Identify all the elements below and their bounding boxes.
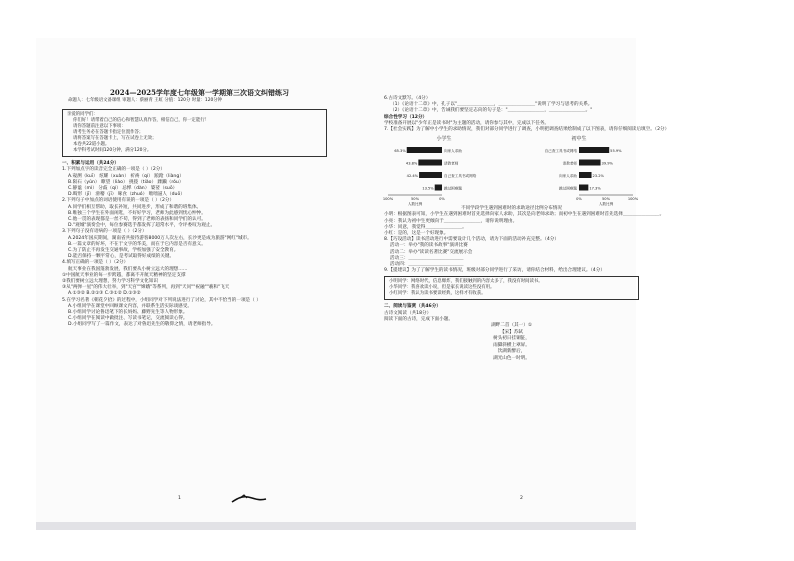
- bar: [579, 160, 601, 166]
- category-label: 请教老师: [444, 161, 459, 166]
- question-line: 6.古诗文默写。（4分）: [384, 96, 431, 101]
- category-label: 跳过困难题: [444, 186, 462, 191]
- chart-junior-svg: [519, 143, 639, 205]
- dialogue-line: 小亮：我认为初中生更倾向于＿＿＿＿＿＿＿＿，请你说明理由。: [384, 218, 518, 224]
- chart-title: 初中生: [571, 136, 587, 143]
- poem-author: 【宋】苏轼: [500, 329, 523, 335]
- bar: [579, 172, 592, 178]
- option-line: C.他一贯的表现都是一丝不苟，得到了老师的表扬和同学们的认可。: [68, 217, 206, 223]
- dialogue-line: 小红：是的，这是一个好现象。: [384, 231, 449, 237]
- option-line: C.小组同学在阅读中做批注、写读书笔记，交流阅读心得。: [68, 316, 188, 322]
- question-line: 1.下列加点字的读音完全正确的一项是（ ）（2分）: [62, 167, 165, 173]
- option-line: B.小组同学讨论鲁迅笔下的长妈妈、藤野先生等人物形象。: [68, 310, 188, 316]
- x-axis-label: 人数比例: [598, 202, 614, 207]
- notice-line: 请考生务必在答题卡指定位置作答；: [73, 130, 144, 136]
- activity-line: 活动四：＿＿＿＿＿＿＿＿＿＿＿＿: [390, 262, 464, 268]
- notice-line: 请将答案写在答题卡上，写在试卷上无效；: [73, 136, 157, 142]
- chart-junior: [519, 136, 639, 207]
- bar-value-label: 39.9%: [601, 161, 613, 166]
- interview-line: 小明同学：网络时代，信息爆炸，我们接触到的内容太多了，我没有时间读书。: [389, 279, 543, 285]
- question-line: （1）《论语十二章》中，孔子以"＿＿＿＿＿＿＿＿，＿＿＿＿＿＿＿＿"说明了学习与思考的关系。: [390, 102, 593, 108]
- section-heading: 一、积累与运用（共24分）: [62, 161, 119, 167]
- category-label: 自己查工具书或网络: [544, 149, 577, 154]
- notice-box: [62, 109, 327, 157]
- poem-title: 湖畔二首（其一）①: [491, 323, 532, 329]
- notice-line: 请你答题前注意以下事项：: [73, 124, 126, 130]
- bar: [579, 185, 588, 191]
- section-heading: 综合性学习（12分）: [384, 114, 428, 120]
- x-tick-label: 100%: [382, 197, 394, 202]
- bar-value-label: 55.9%: [610, 149, 622, 154]
- passage-line: ②我们要树立远大理想，努力学习科学文化知识: [62, 279, 158, 285]
- category-label: 自己查工具书或网络: [444, 174, 477, 179]
- option-line: B.一篇文章的好坏，不在于文字的华美，而在于它内容是否有意义。: [68, 241, 206, 247]
- category-label: 跳过困难题: [559, 186, 577, 191]
- section-heading: 二、阅读与鉴赏（共46分）: [384, 304, 441, 310]
- dialogue-line: 小明：根据图表可知，小学生在遇到困难时首先选择向家人求助，其次是向老师求助；而初中生在遇到困难时首先选择＿＿＿＿＿＿＿＿。: [384, 212, 665, 218]
- option-line: B.陨石（yǔn） 瞭望（liào） 挑拨（tiǎo） 蹂躏（róu）: [68, 179, 184, 185]
- bar-value-label: 17.3%: [589, 186, 601, 191]
- poem-line: 饮湖新醉后，: [497, 349, 526, 355]
- option-line: D."观城"演奏会中，每位参赛选手都发挥了超常水平，令评委叹为观止。: [68, 223, 216, 229]
- notice-line: 本卷共22道小题。: [73, 142, 110, 148]
- bar: [418, 160, 442, 166]
- activity-line: 活动三：＿＿＿＿＿＿＿＿＿＿＿＿: [390, 255, 464, 261]
- exam-title: 2024—2025学年度七年级第一学期第三次语文纠错练习: [110, 88, 289, 97]
- option-line: D.畸形（jī） 滑稽（jī） 啄食（zhuó） 咄咄逼人（duō）: [68, 192, 185, 198]
- category-label: 向家人求助: [444, 149, 462, 154]
- chart-primary-svg: [384, 143, 504, 205]
- poem-line: 雨脚斜横上翠屏。: [493, 342, 530, 348]
- option-line: A.小组同学在课堂中回顾课文内容，并联系生活实际谈感受。: [68, 303, 192, 309]
- question-line: 2.下列句子中加点的词语使用有误的一项是（ ）（2分）: [62, 198, 175, 204]
- option-line: A.窥测（kuī） 炫耀（xuàn） 祈祷（qí） 踉跄（liàng）: [68, 173, 184, 179]
- bar: [435, 185, 442, 191]
- passage-line: ③从"两弹一星"的伟大壮举，到"天宫""嫦娥"等系列，再到"天问""祝融""羲和"飞天: [62, 285, 230, 291]
- charts-row: [382, 136, 639, 207]
- bar: [419, 172, 442, 178]
- notice-line: 你们好！请带着自己的信心和智慧认真作答，相信自己，你一定能行！: [73, 118, 210, 124]
- scan-ink-mark: [230, 492, 270, 506]
- question-line: 7.【社会实践】为了解中小学生的求助情况，我们对部分同学进行了调查，小明把调查结果绘制成了以下图表，请你仔细阅读后填空。（2分）: [384, 127, 670, 133]
- chart-caption: 不同学段学生遇到困难时的求助途径比例分布情况: [460, 206, 563, 212]
- instruction-line: 阅读下面的古诗，完成下面小题。: [384, 316, 453, 322]
- x-tick-label: 50%: [411, 197, 419, 202]
- option-line: D.能否保持一颗平常心，是考试取得好成绩的关键。: [68, 254, 175, 260]
- option-line: C.为了防止不再发生交通事故，学校加强了安全教育。: [68, 248, 179, 254]
- page-number-left: 1: [178, 496, 181, 501]
- bar-value-label: 43.8%: [405, 161, 418, 166]
- scan-edge-band: [36, 522, 636, 530]
- x-axis-label: 人数比例: [407, 202, 423, 207]
- activity-line: 活动二：举办"读读名著比赛"交流展示会: [390, 249, 473, 255]
- right-page: [382, 96, 670, 362]
- x-tick-label: 50%: [602, 197, 610, 202]
- question-line: 9.【提建议】为了了解学生的读书情况，班级对部分同学进行了采访，请你结合材料，给出合理建议。（4分）: [384, 268, 605, 274]
- option-line: A.①③② B.②①③ C.③①② D.①③②: [68, 291, 141, 297]
- interview-box: [384, 276, 639, 300]
- option-line: C.静谧（mì） 分歧（qí） 忌惮（dàn） 婆娑（suō）: [68, 186, 178, 192]
- notice-line: 亲爱的同学们：: [67, 112, 98, 118]
- bar-value-label: 13.5%: [422, 186, 434, 191]
- bar-value-label: 23.2%: [592, 174, 604, 179]
- bar: [407, 147, 442, 153]
- notice-line: 本学科考试时间120分钟，满分120分。: [73, 148, 152, 154]
- question-line: 3.下列句子没有语病的一项是（ ）（2分）: [62, 229, 147, 235]
- category-label: 向家人求助: [559, 174, 577, 179]
- question-line: 学校准备开展以"少年正是读书时"为主题的活动，请你参与其中，完成以下任务。: [384, 120, 550, 126]
- poem-line: 树头初日挂铜钲，: [493, 336, 530, 342]
- activity-line: 活动一：举办"我的读书故事"演讲比赛: [390, 243, 468, 249]
- subsection-heading: 古诗文阅读（共18分）: [384, 310, 432, 316]
- option-line: A.2024年国庆期间，湖南省共接待游客8000万人次左右，长沙更是成为旅游"网红"城市。: [68, 235, 252, 241]
- x-tick-label: 100%: [627, 197, 639, 202]
- interview-line: 小华同学：我喜欢读小说，但是家长说读这些没有用。: [389, 285, 495, 291]
- left-page: [62, 88, 327, 329]
- interview-line: 小红同学：我认为读书要读经典，这样才有收获。: [389, 291, 486, 297]
- option-line: A.同学们相互帮助，取长补短，共同进步，形成了和谐的班集体。: [68, 204, 202, 210]
- question-line: 4.填写正确的一项是（ ）（2分）: [62, 260, 129, 266]
- question-line: 8.【巧设活动】读书活动进行中需要设计几个活动，请为下面的活动补充完整。（4分）: [384, 237, 559, 243]
- chart-primary: [382, 136, 504, 207]
- passage-line: ①中国航天事业的每一步跨越，都离不开航天精神的坚定支撑: [62, 272, 186, 278]
- bar: [579, 147, 609, 153]
- category-label: 请教老师: [562, 161, 577, 166]
- chart-title: 小学生: [436, 136, 452, 143]
- x-tick-label: 0%: [439, 197, 445, 202]
- poem: [384, 323, 639, 362]
- option-line: D.小组同学写了一篇作文，表达了对鲁迅先生的敬仰之情，请老师指导。: [68, 322, 216, 328]
- option-line: B.唯独三个学生在外面闲逛，不好好学习，老师为此感到忧心忡忡。: [68, 210, 206, 216]
- dialogue-line: 小华：同意，我觉得＿＿＿＿＿＿＿＿。: [384, 224, 467, 230]
- page-number-right: 2: [520, 496, 523, 501]
- poem-line: 湖光山色一时明。: [493, 355, 530, 361]
- question-line: （2）《论语十二章》中，告诫我们要坚定志向的句子是："＿＿＿＿＿＿＿＿，＿＿＿＿＿＿＿＿。": [390, 108, 593, 114]
- x-tick-label: 0%: [576, 197, 582, 202]
- exam-meta: 命题人：七年级语文备课组 审题人：蔡丽青 王虹 分值：120分 时量：120分钟: [68, 98, 223, 103]
- question-line: 5.在学习名著《朝花夕拾》的过程中，小组同学对下列说法进行了讨论，其中不恰当的一项是（ ）: [62, 297, 261, 303]
- passage-line: 航天事业在我国蓬勃发展，我们要从小树立远大的理想……: [68, 266, 188, 272]
- bar-value-label: 42.4%: [406, 174, 419, 179]
- bar-value-label: 65.3%: [394, 149, 406, 154]
